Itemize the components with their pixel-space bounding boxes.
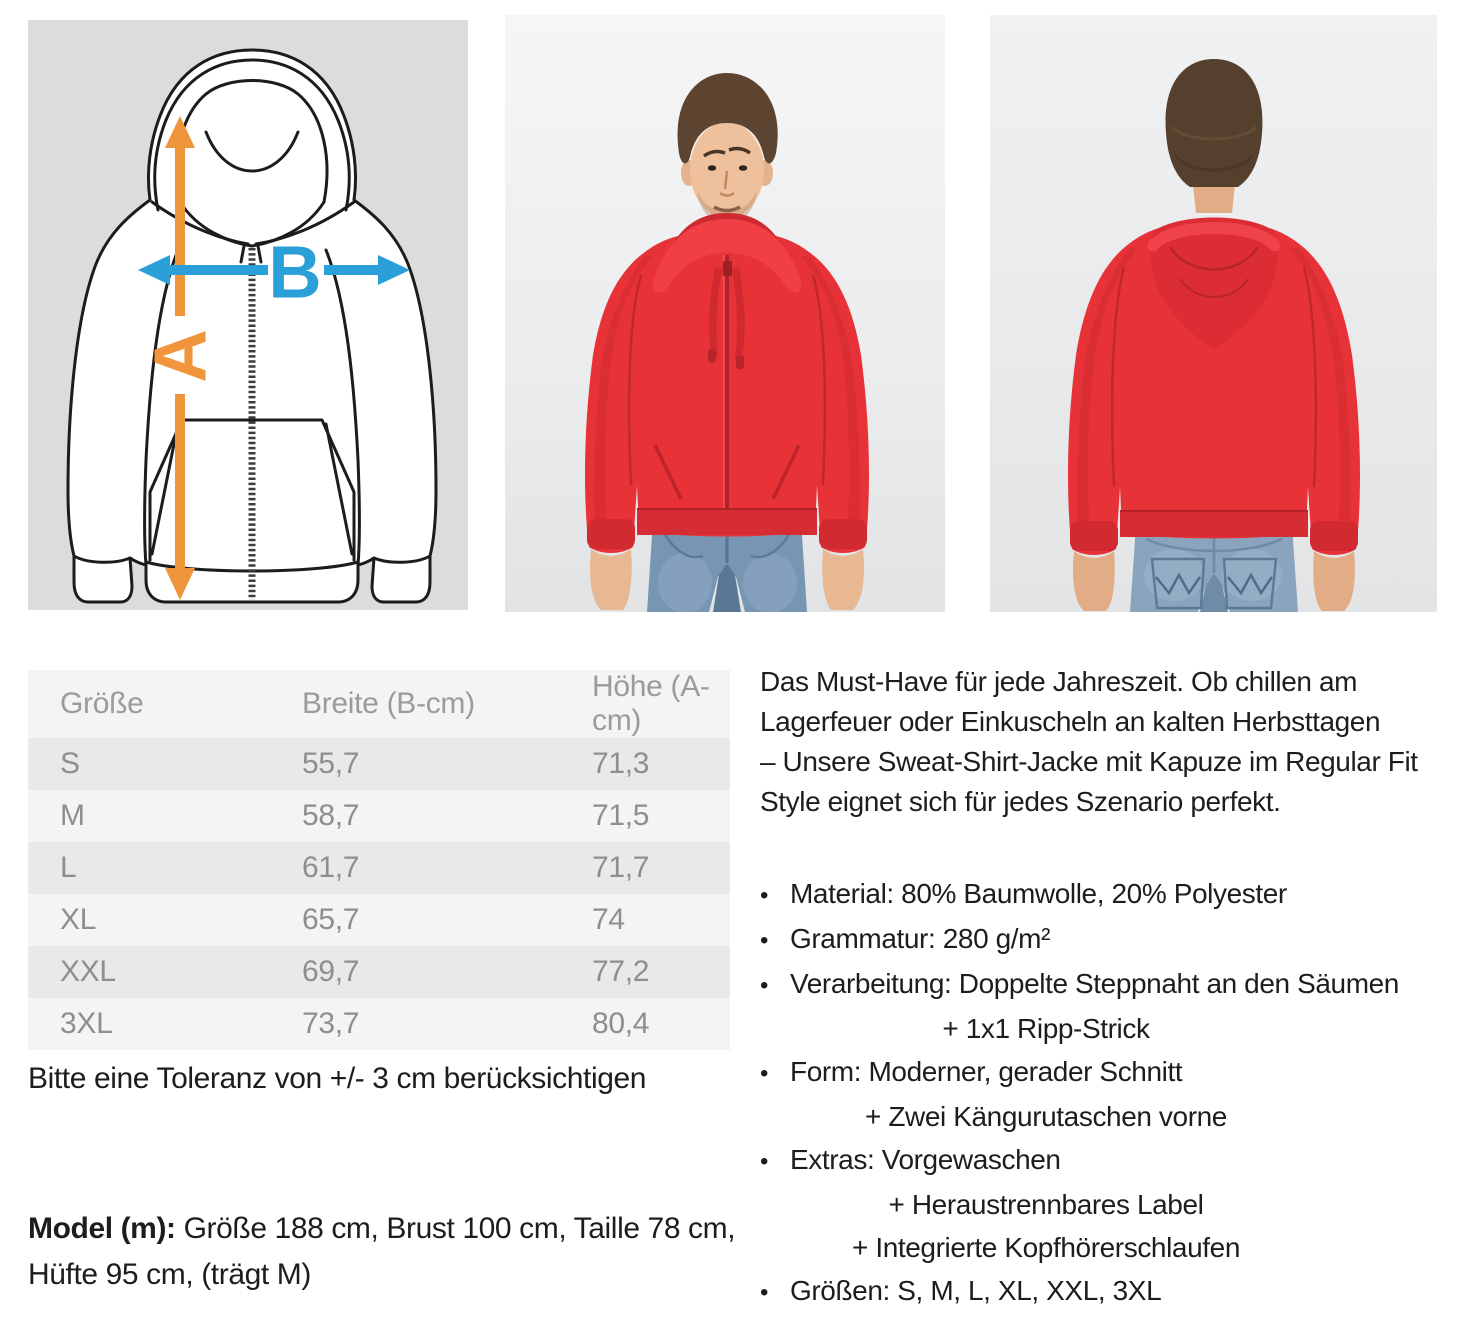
feature-list: [760, 872, 1458, 1314]
header-width: Breite (B-cm): [302, 687, 475, 720]
feature-item: [760, 872, 1458, 917]
measure-label-b: B: [268, 230, 322, 314]
feature-extra: + 1x1 Ripp-Strick: [942, 1013, 1150, 1044]
table-row: [28, 998, 730, 1050]
table-cell-width: 73,7: [302, 1007, 360, 1040]
table-cell-width: 69,7: [302, 955, 360, 988]
feature-item: [760, 962, 1458, 1007]
bullet-dot-icon: •: [760, 1060, 769, 1087]
feature-text: Verarbeitung: Doppelte Steppnaht an den Säumen: [790, 968, 1399, 999]
size-table: [28, 670, 730, 1050]
table-cell-width: 65,7: [302, 903, 360, 936]
model-info: [28, 1206, 748, 1298]
intro-line: – Unsere Sweat-Shirt-Jacke mit Kapuze im Regular Fit: [760, 746, 1418, 777]
table-row: [28, 842, 730, 894]
table-cell-size: S: [60, 747, 80, 780]
table-cell-height: 77,2: [592, 955, 650, 988]
table-row: [28, 790, 730, 842]
table-cell-height: 71,5: [592, 799, 650, 832]
table-cell-size: 3XL: [60, 1007, 113, 1040]
table-cell-size: L: [60, 851, 77, 884]
bullet-dot-icon: •: [760, 1148, 769, 1175]
feature-extra: + Integrierte Kopfhörerschlaufen: [851, 1232, 1240, 1263]
intro-line: Style eignet sich für jedes Szenario perfekt.: [760, 786, 1281, 817]
size-table-body: [28, 738, 730, 1050]
feature-extra: + Heraustrennbares Label: [888, 1189, 1204, 1220]
measure-label-a: A: [138, 329, 222, 383]
feature-extra: + Zwei Kängurutaschen vorne: [865, 1101, 1227, 1132]
table-header-row: [28, 670, 730, 738]
table-cell-size: XXL: [60, 955, 116, 988]
hem-band: [1120, 511, 1308, 537]
table-cell-height: 71,3: [592, 747, 650, 780]
model-info-label: Model (m):: [28, 1212, 176, 1245]
bullet-dot-icon: •: [760, 927, 769, 954]
product-description: [760, 662, 1458, 1314]
feature-text: Grammatur: 280 g/m²: [790, 923, 1051, 954]
feature-text: Material: 80% Baumwolle, 20% Polyester: [790, 878, 1287, 909]
intro-paragraph: [760, 662, 1458, 822]
bullet-dot-icon: •: [760, 882, 769, 909]
hem-band: [637, 509, 817, 535]
intro-line: Das Must-Have für jede Jahreszeit. Ob chillen am: [760, 666, 1358, 697]
table-cell-size: XL: [60, 903, 97, 936]
hoodie-back: [1068, 218, 1360, 556]
table-cell-width: 61,7: [302, 851, 360, 884]
feature-item: [760, 1138, 1458, 1183]
table-cell-size: M: [60, 799, 85, 832]
feature-item: [760, 917, 1458, 962]
back-view-illustration: [990, 15, 1437, 612]
table-row: [28, 894, 730, 946]
size-diagram-panel: [28, 20, 468, 610]
feature-item: [760, 1050, 1458, 1095]
table-cell-width: 55,7: [302, 747, 360, 780]
table-row: [28, 738, 730, 790]
tolerance-note: Bitte eine Toleranz von +/- 3 cm berücksichtigen: [28, 1062, 647, 1095]
intro-line: Lagerfeuer oder Einkuscheln an kalten Herbsttagen: [760, 706, 1381, 737]
header-height: Höhe (A-cm): [592, 670, 710, 737]
table-cell-height: 74: [592, 903, 625, 936]
bullet-dot-icon: •: [760, 1279, 769, 1306]
model-info-line2: Hüfte 95 cm, (trägt M): [28, 1258, 311, 1291]
feature-item: [760, 1269, 1458, 1314]
model-info-line1: Größe 188 cm, Brust 100 cm, Taille 78 cm,: [175, 1212, 736, 1245]
product-photo-front: [505, 15, 945, 612]
bullet-dot-icon: •: [760, 972, 769, 999]
table-row: [28, 946, 730, 998]
table-cell-width: 58,7: [302, 799, 360, 832]
feature-text: Form: Moderner, gerader Schnitt: [790, 1056, 1183, 1087]
feature-text: Größen: S, M, L, XL, XXL, 3XL: [790, 1275, 1162, 1306]
feature-text: Extras: Vorgewaschen: [790, 1144, 1061, 1175]
table-cell-height: 71,7: [592, 851, 650, 884]
header-size: Größe: [60, 687, 144, 720]
table-cell-height: 80,4: [592, 1007, 650, 1040]
hoodie-measure-diagram: [28, 20, 468, 610]
front-view-illustration: [505, 15, 945, 612]
product-photo-back: [990, 15, 1437, 612]
